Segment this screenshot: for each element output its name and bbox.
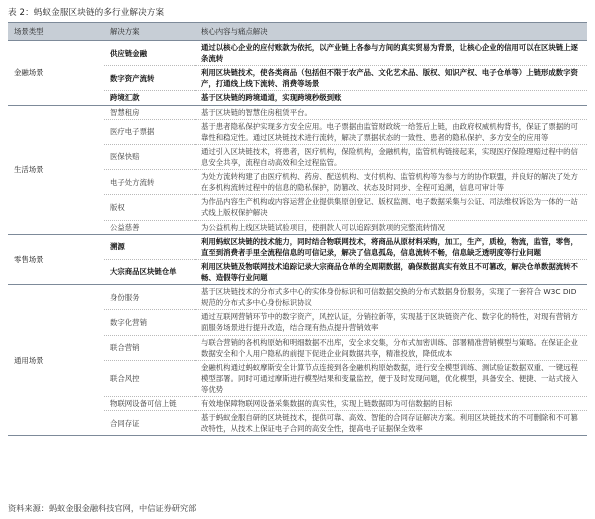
content-cell: 基于区块链的智慧住房租赁平台。	[195, 105, 587, 119]
solution-cell: 版权	[104, 195, 195, 220]
content-cell: 基于蚂蚁金服自研的区块链技术，提供可靠、高效、智能的合同存证解决方案。利用区块链技术的不可删除和不可篡改特性，从技术上保证电子合同的高安全性，提高电子证据保全效率	[195, 411, 587, 436]
solution-cell: 医疗电子票据	[104, 119, 195, 144]
solution-cell: 溯源	[104, 234, 195, 259]
content-cell: 通过引入区块链技术，将患者，医疗机构，保险机构，金融机构，监管机构链接起来，实现医疗保险理赔过程中的信息安全共享，流程自动高效和全过程监管。	[195, 144, 587, 169]
solution-cell: 合同存证	[104, 411, 195, 436]
content-cell: 与联合营销的各机构原始和明细数据不出库，安全求交集，分布式加密训练、部署精准营销模型与策略。在保证企业数据安全和个人用户隐私的前提下促进企业间数据共享，精准投放，降低成本	[195, 335, 587, 360]
table-caption: 表 2：蚂蚁金服区块链的多行业解决方案	[8, 8, 165, 18]
table-header-row	[8, 23, 587, 41]
source-note: 资料来源：蚂蚁金服金融科技官网，中信证券研究部	[8, 503, 197, 513]
table-row	[8, 285, 587, 310]
solution-cell: 医保快赔	[104, 144, 195, 169]
solution-cell: 跨境汇款	[104, 91, 195, 105]
content-cell: 为公益机构上线区块链试验项目，使捐款人可以追踪到款项的完整流转情况	[195, 220, 587, 234]
header-core-content: 核心内容与痛点解决	[195, 23, 587, 41]
content-cell: 利用蚂蚁区块链的技术能力，同时结合物联网技术，将商品从原材料采购，加工，生产，质检，物流，监管，零售，直至到消费者手里全流程信息的可信记录，解决了信息孤岛，信息流转不畅，信息缺乏透明度等行业问题	[195, 234, 587, 259]
header-solution: 解决方案	[104, 23, 195, 41]
group-cell-life: 生活场景	[8, 105, 104, 234]
content-cell: 为作品内容生产机构或内容运营企业提供集原创登记、版权监测、电子数据采集与公证、司法维权诉讼为一体的一站式线上版权保护解决	[195, 195, 587, 220]
content-cell: 有效地保障物联网设备采集数据的真实性，实现上链数据即为可信数据的目标	[195, 397, 587, 411]
content-cell: 基于区块链的跨境通道，实现跨境秒级到账	[195, 91, 587, 105]
content-cell: 利用区块链技术，使各类商品（包括但不限于农产品、文化艺术品、版权、知识产权、电子仓单等）上链形成数字资产，打通线上线下流转、消费等场景	[195, 66, 587, 91]
group-cell-general: 通用场景	[8, 285, 104, 436]
content-cell: 通过互联网营销环节中的数字资产，风控认证，分销拉新等，实现基于区块链资产化、数字化的特性，对现有营销方面服务场景进行提升改造，结合现有热点提升营销效率	[195, 310, 587, 335]
content-cell: 利用区块链及物联网技术追踪记录大宗商品仓单的全周期数据，确保数据真实有效且不可篡改，解决仓单数据流转不畅、造假等行业问题	[195, 259, 587, 284]
solution-cell: 联合营销	[104, 335, 195, 360]
solution-cell: 数字资产流转	[104, 66, 195, 91]
group-cell-finance: 金融场景	[8, 41, 104, 106]
solution-cell: 物联网设备可信上链	[104, 397, 195, 411]
content-cell: 金融机构通过蚂蚁摩斯安全计算节点连接到各金融机构原始数据，进行安全模型训练、测试验证数据双重、一键远程模型部署。同时可通过摩斯进行模型结果和变量监控，便于及时发现问题，优化模型，具备安全、便捷、一站式接入等优势	[195, 360, 587, 396]
solution-cell: 电子处方流转	[104, 170, 195, 195]
solution-cell: 公益慈善	[104, 220, 195, 234]
solutions-table	[8, 22, 587, 436]
header-scene-type: 场景类型	[8, 23, 104, 41]
solution-cell: 大宗商品区块链仓单	[104, 259, 195, 284]
table-row	[8, 41, 587, 66]
solution-cell: 联合风控	[104, 360, 195, 396]
solution-cell: 数字化营销	[104, 310, 195, 335]
content-cell: 基于区块链技术的分布式多中心的实体身份标识和可信数据交换的分布式数据身份服务，实现了一套符合 W3C DID 规范的分布式多中心身份标识协议	[195, 285, 587, 310]
table-row	[8, 105, 587, 119]
group-cell-retail: 零售场景	[8, 234, 104, 284]
solution-cell: 身份服务	[104, 285, 195, 310]
table-row	[8, 234, 587, 259]
solution-cell: 智慧租房	[104, 105, 195, 119]
solution-cell: 供应链金融	[104, 41, 195, 66]
content-cell: 为处方流转构建了由医疗机构、药房、配送机构、支付机构、监管机构等为参与方的协作联盟，并良好的解决了处方在多机构流转过程中的信息的隐私保护，防篡改、状态及时同步、全程可追溯，信息可审计等	[195, 170, 587, 195]
content-cell: 基于患者隐私保护实现多方安全应用。电子票据由监管财政统一给签后上链，由政府权威机构背书，保证了票据的可靠性和稳定性。通过区块链技术进行流转，解决了票据状态的一致性、患者的隐私保护、多方安全的应用等	[195, 119, 587, 144]
content-cell: 通过以核心企业的应付账款为依托，以产业链上各参与方间的真实贸易为背景，让核心企业的信用可以在区块链上逐条流转	[195, 41, 587, 66]
